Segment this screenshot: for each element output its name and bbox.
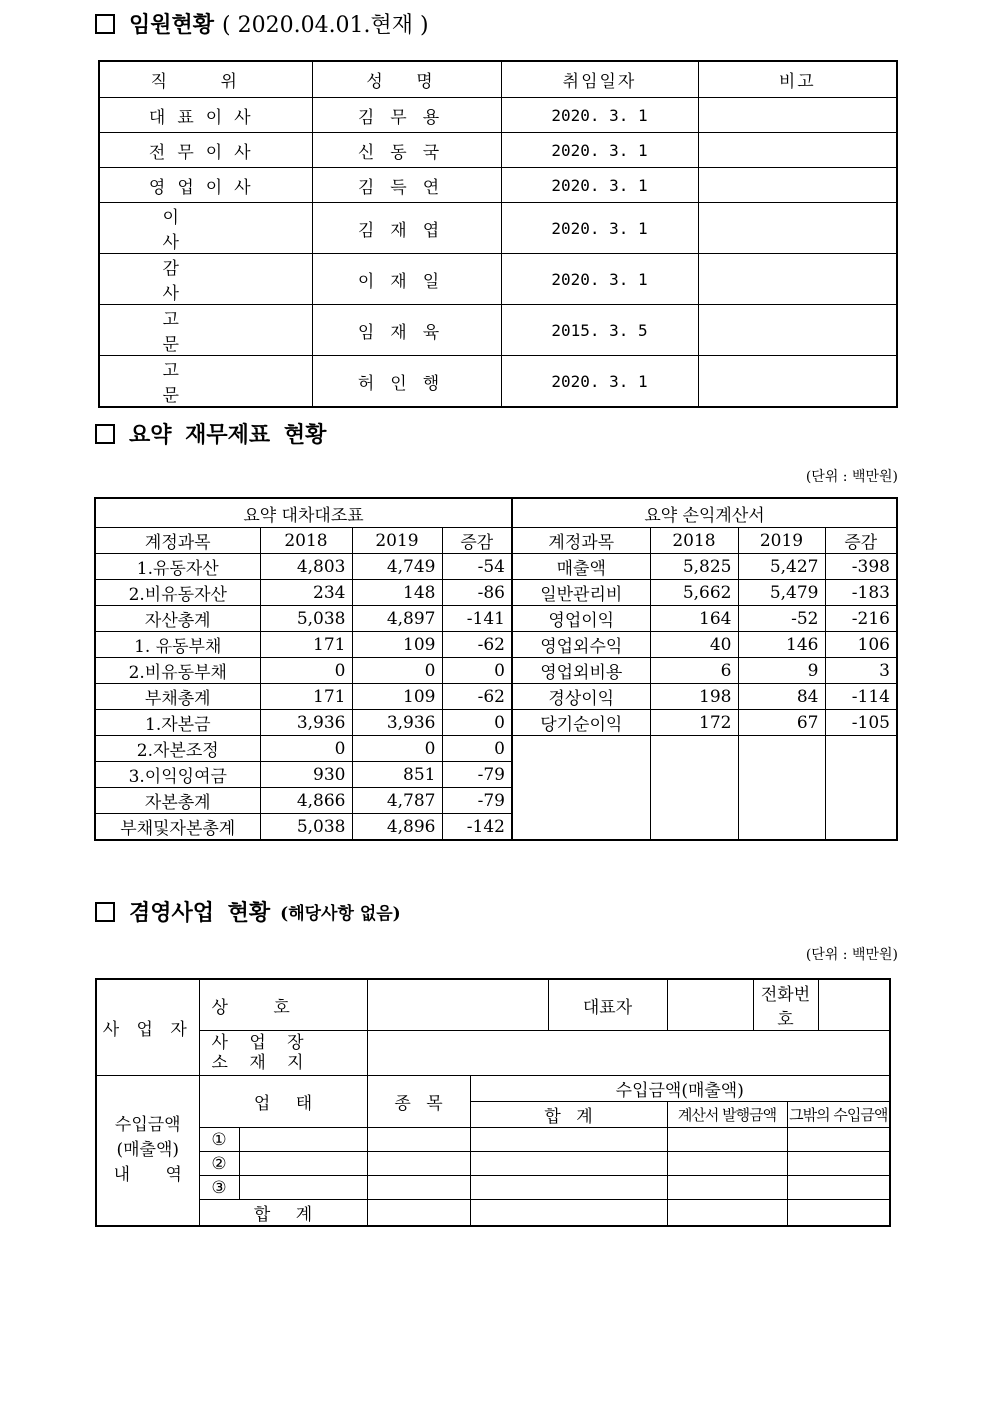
balance-2018: 0: [260, 736, 352, 762]
balance-2018: 3,936: [260, 710, 352, 736]
officer-position: 고 문: [99, 305, 312, 356]
item-cell: [367, 1176, 470, 1200]
table-row: [99, 254, 897, 305]
table-row: [95, 606, 897, 632]
officer-name: 김무용: [312, 98, 501, 133]
officer-date: 2020. 3. 1: [501, 356, 698, 408]
header-2018: 2018: [650, 528, 738, 554]
balance-change: -79: [442, 762, 512, 788]
operator-row: [96, 979, 890, 1031]
income-change: -105: [825, 710, 897, 736]
financial-unit: (단위 : 백만원): [805, 469, 898, 485]
business-type-cell: [239, 1128, 367, 1152]
officers-header-row: [99, 61, 897, 98]
balance-2018: 234: [260, 580, 352, 606]
income-2018: 5,825: [650, 554, 738, 580]
sum-total-cell: [470, 1200, 667, 1227]
income-empty-cell: [738, 736, 825, 841]
income-change: -183: [825, 580, 897, 606]
balance-2019: 148: [352, 580, 442, 606]
balance-2019: 851: [352, 762, 442, 788]
balance-2018: 171: [260, 632, 352, 658]
revenue-label-line2: (매출액): [116, 1140, 180, 1160]
balance-2019: 0: [352, 736, 442, 762]
income-change: -398: [825, 554, 897, 580]
officer-name: 김득연: [312, 168, 501, 203]
balance-2019: 109: [352, 632, 442, 658]
header-note: 비고: [698, 61, 897, 98]
total-cell: [470, 1128, 667, 1152]
balance-account: 2.비유동부채: [95, 658, 260, 684]
trade-name-value: [367, 979, 548, 1031]
checkbox-square-icon: [95, 14, 115, 34]
income-2018: 172: [650, 710, 738, 736]
balance-change: -62: [442, 632, 512, 658]
revenue-group-label: 수입금액(매출액): [470, 1076, 890, 1102]
officers-table: [98, 60, 898, 408]
officer-note: [698, 305, 897, 356]
income-change: 106: [825, 632, 897, 658]
revenue-label-line1: 수입금액: [114, 1115, 181, 1135]
officer-name: 김재엽: [312, 203, 501, 254]
row-mark-3: ③: [199, 1176, 239, 1200]
invoice-cell: [667, 1176, 787, 1200]
financial-header-row: [95, 528, 897, 554]
table-row: [99, 133, 897, 168]
officers-date: ( 2020.04.01.현재 ): [222, 13, 429, 38]
header-position: 직 위: [99, 61, 312, 98]
financial-title: 요약 재무제표 현황: [129, 423, 327, 448]
table-row: [99, 305, 897, 356]
balance-change: -141: [442, 606, 512, 632]
sum-other-cell: [787, 1200, 890, 1227]
balance-2019: 4,749: [352, 554, 442, 580]
officer-name: 이재일: [312, 254, 501, 305]
checkbox-square-icon: [95, 902, 115, 922]
business-unit: (단위 : 백만원): [805, 947, 898, 963]
financial-heading: [95, 418, 326, 449]
income-2019: 84: [738, 684, 825, 710]
phone-label: 전화번호: [753, 979, 818, 1031]
table-row: [96, 1152, 890, 1176]
sum-row: [96, 1200, 890, 1227]
table-row: [99, 168, 897, 203]
revenue-label-line3: 내 역: [113, 1165, 182, 1185]
sum-item-cell: [367, 1200, 470, 1227]
officer-note: [698, 168, 897, 203]
revenue-label: [96, 1076, 199, 1227]
business-table: [95, 978, 891, 1227]
balance-2019: 4,787: [352, 788, 442, 814]
balance-2018: 171: [260, 684, 352, 710]
total-cell: [470, 1152, 667, 1176]
phone-value: [818, 979, 890, 1031]
income-2018: 40: [650, 632, 738, 658]
table-row: [99, 203, 897, 254]
balance-2019: 4,897: [352, 606, 442, 632]
balance-change: -142: [442, 814, 512, 841]
balance-2019: 109: [352, 684, 442, 710]
representative-label: 대표자: [548, 979, 667, 1031]
table-row: [95, 684, 897, 710]
row-mark-2: ②: [199, 1152, 239, 1176]
balance-change: -54: [442, 554, 512, 580]
representative-value: [667, 979, 753, 1031]
officer-position: 영업이사: [99, 168, 312, 203]
table-row: [95, 632, 897, 658]
header-change: 증감: [825, 528, 897, 554]
income-2019: 9: [738, 658, 825, 684]
operator-label: 사 업 자: [96, 979, 199, 1076]
location-row: [96, 1031, 890, 1076]
table-row: [96, 1128, 890, 1152]
sum-label: 합 계: [199, 1200, 367, 1227]
balance-2019: 0: [352, 658, 442, 684]
total-label: 합 계: [470, 1102, 667, 1128]
header-change: 증감: [442, 528, 512, 554]
other-revenue-label: 그밖의 수입금액: [787, 1102, 890, 1128]
income-2018: 164: [650, 606, 738, 632]
income-empty-cell: [512, 736, 650, 841]
balance-change: -62: [442, 684, 512, 710]
balance-change: 0: [442, 710, 512, 736]
invoice-cell: [667, 1128, 787, 1152]
balance-2018: 5,038: [260, 606, 352, 632]
header-2019: 2019: [738, 528, 825, 554]
income-empty-cell: [650, 736, 738, 841]
balance-2018: 4,866: [260, 788, 352, 814]
header-account: 계정과목: [512, 528, 650, 554]
officer-note: [698, 203, 897, 254]
business-type-cell: [239, 1176, 367, 1200]
income-account: 영업외수익: [512, 632, 650, 658]
officer-note: [698, 133, 897, 168]
income-account: 당기순이익: [512, 710, 650, 736]
business-type-cell: [239, 1152, 367, 1176]
officer-date: 2020. 3. 1: [501, 203, 698, 254]
financial-title-row: [95, 498, 897, 528]
location-label-line1: 사 업 장: [211, 1033, 312, 1053]
officer-position: 대표이사: [99, 98, 312, 133]
balance-account: 1. 유동부채: [95, 632, 260, 658]
balance-account: 3.이익잉여금: [95, 762, 260, 788]
item-label: 종 목: [367, 1076, 470, 1128]
income-change: -114: [825, 684, 897, 710]
income-account: 영업이익: [512, 606, 650, 632]
invoice-cell: [667, 1152, 787, 1176]
officer-note: [698, 254, 897, 305]
location-label: [199, 1031, 367, 1076]
income-2018: 5,662: [650, 580, 738, 606]
balance-account: 2.비유동자산: [95, 580, 260, 606]
balance-account: 1.유동자산: [95, 554, 260, 580]
balance-account: 부채총계: [95, 684, 260, 710]
table-row: [99, 356, 897, 408]
header-account: 계정과목: [95, 528, 260, 554]
balance-account: 2.자본조정: [95, 736, 260, 762]
table-row: [95, 736, 897, 762]
header-2018: 2018: [260, 528, 352, 554]
officer-date: 2020. 3. 1: [501, 133, 698, 168]
financial-table: [94, 497, 898, 841]
officer-name: 임재육: [312, 305, 501, 356]
location-value: [367, 1031, 890, 1076]
balance-change: 0: [442, 736, 512, 762]
balance-change: -86: [442, 580, 512, 606]
table-row: [96, 1176, 890, 1200]
income-account: 영업외비용: [512, 658, 650, 684]
officer-note: [698, 98, 897, 133]
officers-heading: [95, 8, 429, 39]
business-heading: [95, 896, 401, 927]
income-2018: 198: [650, 684, 738, 710]
income-change: -216: [825, 606, 897, 632]
income-2019: 5,427: [738, 554, 825, 580]
header-name: 성 명: [312, 61, 501, 98]
balance-2018: 930: [260, 762, 352, 788]
balance-2018: 5,038: [260, 814, 352, 841]
income-2019: -52: [738, 606, 825, 632]
income-empty-cell: [825, 736, 897, 841]
other-cell: [787, 1152, 890, 1176]
location-label-line2: 소 재 지: [211, 1053, 312, 1073]
header-date: 취임일자: [501, 61, 698, 98]
table-row: [95, 710, 897, 736]
checkbox-square-icon: [95, 424, 115, 444]
income-account: 매출액: [512, 554, 650, 580]
officer-date: 2020. 3. 1: [501, 254, 698, 305]
officer-position: 이 사: [99, 203, 312, 254]
officer-position: 감 사: [99, 254, 312, 305]
balance-2019: 3,936: [352, 710, 442, 736]
balance-2018: 4,803: [260, 554, 352, 580]
row-mark-1: ①: [199, 1128, 239, 1152]
income-change: 3: [825, 658, 897, 684]
officer-position: 고 문: [99, 356, 312, 408]
business-title: 겸영사업 현황: [129, 901, 271, 926]
officer-date: 2020. 3. 1: [501, 98, 698, 133]
balance-change: 0: [442, 658, 512, 684]
income-2019: 146: [738, 632, 825, 658]
revenue-header-row: [96, 1076, 890, 1102]
income-2019: 5,479: [738, 580, 825, 606]
officer-name: 허인행: [312, 356, 501, 408]
table-row: [95, 658, 897, 684]
balance-sheet-title: 요약 대차대조표: [95, 498, 512, 528]
business-type-label: 업 태: [199, 1076, 367, 1128]
sum-invoice-cell: [667, 1200, 787, 1227]
table-row: [99, 98, 897, 133]
income-2018: 6: [650, 658, 738, 684]
other-cell: [787, 1128, 890, 1152]
officer-date: 2015. 3. 5: [501, 305, 698, 356]
officers-title: 임원현황: [129, 13, 215, 38]
trade-name-label: 상 호: [199, 979, 367, 1031]
balance-change: -79: [442, 788, 512, 814]
officer-name: 신동국: [312, 133, 501, 168]
income-account: 일반관리비: [512, 580, 650, 606]
invoice-label: 계산서 발행금액: [667, 1102, 787, 1128]
officer-note: [698, 356, 897, 408]
item-cell: [367, 1128, 470, 1152]
balance-2019: 4,896: [352, 814, 442, 841]
table-row: [95, 554, 897, 580]
business-note: (해당사항 없음): [280, 904, 401, 924]
item-cell: [367, 1152, 470, 1176]
balance-account: 자본총계: [95, 788, 260, 814]
total-cell: [470, 1176, 667, 1200]
balance-account: 자산총계: [95, 606, 260, 632]
other-cell: [787, 1176, 890, 1200]
balance-account: 부채및자본총계: [95, 814, 260, 841]
header-2019: 2019: [352, 528, 442, 554]
income-statement-title: 요약 손익계산서: [512, 498, 897, 528]
income-account: 경상이익: [512, 684, 650, 710]
officer-position: 전무이사: [99, 133, 312, 168]
balance-2018: 0: [260, 658, 352, 684]
income-2019: 67: [738, 710, 825, 736]
table-row: [95, 580, 897, 606]
officer-date: 2020. 3. 1: [501, 168, 698, 203]
balance-account: 1.자본금: [95, 710, 260, 736]
